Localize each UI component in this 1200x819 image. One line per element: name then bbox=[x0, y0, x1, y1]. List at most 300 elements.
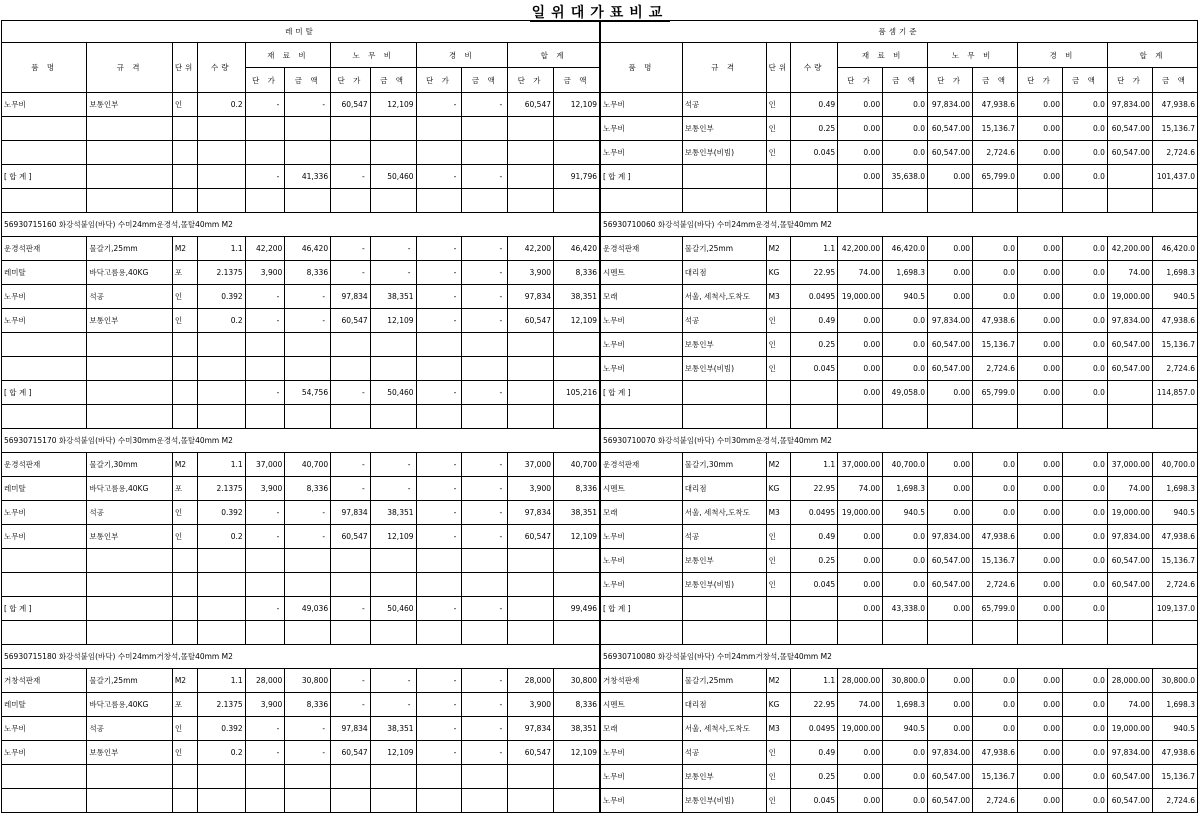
table-cell bbox=[928, 621, 973, 645]
table-cell bbox=[791, 405, 838, 429]
table-cell: 물갈기,25mm bbox=[682, 237, 766, 261]
section-code-title: 56930710080 화강석붙임(바닥) 수미24mm거창석,몰탈40mm M2 bbox=[601, 645, 1198, 669]
table-cell: 3,900 bbox=[245, 261, 285, 285]
col-labor: 노 무 비 bbox=[331, 43, 416, 68]
table-cell bbox=[331, 621, 371, 645]
table-cell: 0.00 bbox=[1018, 765, 1063, 789]
table-cell bbox=[197, 621, 245, 645]
table-cell bbox=[285, 789, 331, 813]
table-cell: 0.00 bbox=[838, 765, 883, 789]
table-cell: 0.0495 bbox=[791, 501, 838, 525]
table-cell: 0.25 bbox=[791, 117, 838, 141]
table-cell bbox=[554, 549, 600, 573]
table-cell: - bbox=[331, 237, 371, 261]
table-cell: 0.00 bbox=[928, 285, 973, 309]
table-cell: - bbox=[331, 381, 371, 405]
table-cell bbox=[838, 189, 883, 213]
table-cell bbox=[245, 789, 285, 813]
table-cell bbox=[1152, 405, 1197, 429]
table-cell: 서울, 세척사,도착도 bbox=[682, 717, 766, 741]
table-cell bbox=[87, 789, 172, 813]
table-cell: 0.00 bbox=[1018, 309, 1063, 333]
table-cell bbox=[172, 357, 197, 381]
table-cell bbox=[1107, 165, 1152, 189]
table-cell bbox=[554, 405, 600, 429]
table-cell: 15,136.7 bbox=[973, 549, 1018, 573]
table-cell: 0.0 bbox=[1062, 93, 1107, 117]
table-cell: 46,420 bbox=[554, 237, 600, 261]
table-cell: - bbox=[416, 597, 462, 621]
table-cell: 940.5 bbox=[883, 501, 928, 525]
table-row bbox=[2, 309, 600, 333]
table-cell bbox=[331, 117, 371, 141]
table-cell: M2 bbox=[172, 669, 197, 693]
table-cell: 0.00 bbox=[1018, 141, 1063, 165]
table-cell: 60,547.00 bbox=[928, 549, 973, 573]
table-cell: 54,756 bbox=[285, 381, 331, 405]
table-cell: 65,799.0 bbox=[973, 165, 1018, 189]
table-cell: 0.00 bbox=[838, 117, 883, 141]
table-cell: 노무비 bbox=[2, 309, 87, 333]
table-cell: 19,000.00 bbox=[1107, 717, 1152, 741]
table-cell bbox=[1062, 405, 1107, 429]
table-cell bbox=[766, 597, 791, 621]
table-cell: 0.0 bbox=[883, 309, 928, 333]
table-cell: 석공 bbox=[682, 309, 766, 333]
table-cell: 60,547 bbox=[508, 741, 554, 765]
table-row bbox=[601, 741, 1198, 765]
table-cell: 인 bbox=[766, 741, 791, 765]
table-cell bbox=[2, 189, 87, 213]
table-cell bbox=[416, 189, 462, 213]
table-cell bbox=[508, 117, 554, 141]
table-cell bbox=[838, 621, 883, 645]
table-cell: 0.00 bbox=[928, 693, 973, 717]
table-cell bbox=[172, 573, 197, 597]
table-cell: 0.00 bbox=[838, 165, 883, 189]
table-cell: M2 bbox=[172, 237, 197, 261]
table-cell: 60,547.00 bbox=[1107, 141, 1152, 165]
table-cell bbox=[1018, 405, 1063, 429]
table-cell bbox=[462, 141, 508, 165]
table-cell: 8,336 bbox=[554, 477, 600, 501]
table-cell: 노무비 bbox=[601, 573, 683, 597]
table-cell bbox=[285, 333, 331, 357]
table-cell: 12,109 bbox=[554, 525, 600, 549]
left-group-title: 레미탈 bbox=[2, 21, 600, 43]
table-cell bbox=[87, 573, 172, 597]
table-cell bbox=[973, 621, 1018, 645]
table-cell: 0.00 bbox=[928, 669, 973, 693]
table-cell: 38,351 bbox=[370, 717, 416, 741]
table-cell: 0.0 bbox=[1062, 381, 1107, 405]
table-cell: 석공 bbox=[87, 285, 172, 309]
section-header-row bbox=[601, 429, 1198, 453]
table-cell: 석공 bbox=[87, 501, 172, 525]
table-cell: - bbox=[462, 525, 508, 549]
table-cell: - bbox=[416, 165, 462, 189]
table-cell: 8,336 bbox=[554, 261, 600, 285]
table-cell: - bbox=[245, 717, 285, 741]
table-cell bbox=[508, 381, 554, 405]
table-cell bbox=[172, 189, 197, 213]
table-cell bbox=[766, 621, 791, 645]
table-cell: 0.0 bbox=[883, 789, 928, 813]
table-cell: 0.00 bbox=[928, 381, 973, 405]
table-cell: 인 bbox=[172, 309, 197, 333]
left-section-remital bbox=[1, 20, 600, 813]
table-cell bbox=[172, 789, 197, 813]
table-cell: - bbox=[462, 285, 508, 309]
table-cell: 노무비 bbox=[601, 525, 683, 549]
table-row bbox=[2, 117, 600, 141]
table-cell: 0.00 bbox=[1018, 573, 1063, 597]
table-cell: - bbox=[370, 477, 416, 501]
table-cell: 노무비 bbox=[2, 717, 87, 741]
table-cell: 포 bbox=[172, 477, 197, 501]
table-cell: 바닥고름용,40KG bbox=[87, 477, 172, 501]
col-amount: 금 액 bbox=[462, 68, 508, 93]
table-cell: 시멘트 bbox=[601, 477, 683, 501]
right-table bbox=[600, 20, 1198, 813]
table-cell bbox=[285, 117, 331, 141]
table-cell: 49,058.0 bbox=[883, 381, 928, 405]
section-header-row bbox=[601, 213, 1198, 237]
table-cell: 1.1 bbox=[197, 453, 245, 477]
table-cell bbox=[2, 765, 87, 789]
table-cell: 60,547.00 bbox=[1107, 117, 1152, 141]
table-cell: 인 bbox=[172, 501, 197, 525]
table-cell: 모래 bbox=[601, 501, 683, 525]
table-cell bbox=[791, 381, 838, 405]
table-cell bbox=[766, 381, 791, 405]
table-cell: 2.1375 bbox=[197, 693, 245, 717]
table-cell: 0.49 bbox=[791, 93, 838, 117]
table-cell bbox=[370, 765, 416, 789]
table-cell bbox=[462, 789, 508, 813]
table-row bbox=[2, 693, 600, 717]
table-cell bbox=[245, 357, 285, 381]
table-cell bbox=[197, 357, 245, 381]
table-cell: 0.00 bbox=[928, 717, 973, 741]
table-cell bbox=[1107, 189, 1152, 213]
table-cell: 0.0 bbox=[1062, 789, 1107, 813]
table-cell bbox=[416, 357, 462, 381]
table-cell: 0.2 bbox=[197, 525, 245, 549]
table-cell: 3,900 bbox=[508, 261, 554, 285]
col-unit-price: 단 가 bbox=[1018, 68, 1063, 93]
table-row bbox=[601, 237, 1198, 261]
table-cell bbox=[197, 333, 245, 357]
table-cell bbox=[285, 189, 331, 213]
table-row bbox=[601, 357, 1198, 381]
table-cell: 노무비 bbox=[601, 93, 683, 117]
table-cell: 28,000 bbox=[245, 669, 285, 693]
table-cell bbox=[416, 549, 462, 573]
table-cell: 15,136.7 bbox=[1152, 333, 1197, 357]
table-cell: 0.0 bbox=[883, 765, 928, 789]
table-cell: 0.2 bbox=[197, 741, 245, 765]
table-cell: 109,137.0 bbox=[1152, 597, 1197, 621]
table-cell bbox=[682, 381, 766, 405]
table-cell: 42,200 bbox=[245, 237, 285, 261]
table-cell bbox=[462, 621, 508, 645]
table-cell: 60,547 bbox=[331, 741, 371, 765]
table-cell: 대리점 bbox=[682, 261, 766, 285]
table-cell: 38,351 bbox=[554, 501, 600, 525]
table-cell bbox=[508, 189, 554, 213]
table-cell bbox=[2, 117, 87, 141]
table-cell: 74.00 bbox=[838, 261, 883, 285]
table-cell: 0.2 bbox=[197, 309, 245, 333]
table-cell bbox=[508, 621, 554, 645]
section-code-title: 56930715180 화강석붙임(바닥) 수미24mm거창석,몰탈40mm M2 bbox=[2, 645, 600, 669]
table-row bbox=[2, 141, 600, 165]
table-cell: 15,136.7 bbox=[973, 333, 1018, 357]
table-cell: 노무비 bbox=[601, 333, 683, 357]
table-cell bbox=[87, 549, 172, 573]
col-material: 재 료 비 bbox=[245, 43, 330, 68]
table-cell: - bbox=[331, 453, 371, 477]
table-cell bbox=[331, 333, 371, 357]
table-cell: 0.0 bbox=[973, 237, 1018, 261]
table-cell: 0.00 bbox=[1018, 357, 1063, 381]
table-cell: 0.0 bbox=[1062, 141, 1107, 165]
table-row bbox=[2, 549, 600, 573]
page-title: 일위대가표비교 bbox=[531, 5, 669, 21]
section-header-row bbox=[2, 429, 600, 453]
table-cell bbox=[172, 765, 197, 789]
table-cell: 0.0 bbox=[1062, 717, 1107, 741]
table-cell: - bbox=[416, 453, 462, 477]
table-cell bbox=[87, 621, 172, 645]
table-cell: - bbox=[462, 597, 508, 621]
table-cell bbox=[1107, 381, 1152, 405]
table-cell: 인 bbox=[766, 765, 791, 789]
table-cell: 인 bbox=[766, 93, 791, 117]
table-cell: - bbox=[331, 597, 371, 621]
table-cell: 97,834 bbox=[508, 501, 554, 525]
table-cell bbox=[416, 141, 462, 165]
table-cell: 1,698.3 bbox=[883, 261, 928, 285]
table-cell: 0.00 bbox=[928, 237, 973, 261]
table-cell: 12,109 bbox=[370, 525, 416, 549]
table-cell: 운경석판재 bbox=[601, 453, 683, 477]
table-cell: 0.0 bbox=[973, 717, 1018, 741]
table-cell: 19,000.00 bbox=[838, 285, 883, 309]
table-cell: 105,216 bbox=[554, 381, 600, 405]
table-cell bbox=[2, 621, 87, 645]
table-cell: 물갈기,25mm bbox=[682, 669, 766, 693]
col-amount: 금 액 bbox=[1152, 68, 1197, 93]
table-cell: 0.0 bbox=[1062, 741, 1107, 765]
table-cell: 0.00 bbox=[928, 597, 973, 621]
table-cell: 99,496 bbox=[554, 597, 600, 621]
table-cell: - bbox=[331, 261, 371, 285]
table-cell: 74.00 bbox=[1107, 261, 1152, 285]
table-cell: - bbox=[462, 669, 508, 693]
table-cell bbox=[197, 549, 245, 573]
col-unit-price: 단 가 bbox=[416, 68, 462, 93]
table-cell: 운경석판재 bbox=[2, 453, 87, 477]
table-cell: - bbox=[331, 669, 371, 693]
table-cell: 보통인부 bbox=[682, 549, 766, 573]
table-cell bbox=[416, 789, 462, 813]
table-cell bbox=[87, 405, 172, 429]
table-cell: - bbox=[331, 693, 371, 717]
table-cell: 40,700.0 bbox=[1152, 453, 1197, 477]
table-cell: - bbox=[462, 381, 508, 405]
table-cell bbox=[791, 621, 838, 645]
table-cell: 940.5 bbox=[883, 717, 928, 741]
table-cell: 0.0495 bbox=[791, 285, 838, 309]
table-cell: 0.00 bbox=[1018, 669, 1063, 693]
table-cell: 0.00 bbox=[1018, 501, 1063, 525]
table-cell bbox=[462, 405, 508, 429]
table-cell: - bbox=[462, 261, 508, 285]
table-cell: 60,547.00 bbox=[928, 765, 973, 789]
table-cell bbox=[554, 117, 600, 141]
table-cell: 60,547.00 bbox=[1107, 333, 1152, 357]
table-cell bbox=[462, 573, 508, 597]
table-cell: 3,900 bbox=[508, 477, 554, 501]
table-cell bbox=[601, 621, 683, 645]
table-cell: 91,796 bbox=[554, 165, 600, 189]
table-cell: 65,799.0 bbox=[973, 597, 1018, 621]
table-row bbox=[2, 189, 600, 213]
table-cell: 보통인부 bbox=[87, 741, 172, 765]
table-cell: 0.49 bbox=[791, 741, 838, 765]
table-cell: 8,336 bbox=[285, 477, 331, 501]
table-cell: 12,109 bbox=[554, 93, 600, 117]
table-cell: 0.0 bbox=[883, 117, 928, 141]
table-cell: 46,420 bbox=[285, 237, 331, 261]
table-cell: M2 bbox=[766, 453, 791, 477]
col-unit: 단위 bbox=[766, 43, 791, 93]
table-row bbox=[2, 741, 600, 765]
table-row bbox=[601, 789, 1198, 813]
table-cell bbox=[331, 765, 371, 789]
table-cell: 12,109 bbox=[554, 741, 600, 765]
table-cell bbox=[416, 333, 462, 357]
table-cell: 15,136.7 bbox=[973, 765, 1018, 789]
table-cell: 0.00 bbox=[1018, 117, 1063, 141]
table-cell: - bbox=[245, 381, 285, 405]
table-cell: 1.1 bbox=[791, 237, 838, 261]
table-cell: 74.00 bbox=[838, 477, 883, 501]
table-cell: - bbox=[285, 741, 331, 765]
table-cell: 0.0 bbox=[1062, 573, 1107, 597]
table-cell: 노무비 bbox=[601, 117, 683, 141]
table-cell: M3 bbox=[766, 717, 791, 741]
table-cell bbox=[508, 405, 554, 429]
table-cell: 97,834.00 bbox=[1107, 525, 1152, 549]
table-cell: 2,724.6 bbox=[1152, 573, 1197, 597]
table-cell: - bbox=[462, 477, 508, 501]
table-cell bbox=[554, 765, 600, 789]
table-cell: 석공 bbox=[682, 525, 766, 549]
table-cell: 97,834 bbox=[508, 285, 554, 309]
table-cell bbox=[285, 357, 331, 381]
table-cell bbox=[331, 189, 371, 213]
table-cell: 0.0 bbox=[883, 333, 928, 357]
table-row bbox=[2, 597, 600, 621]
table-cell bbox=[331, 141, 371, 165]
table-cell: 레미탈 bbox=[2, 261, 87, 285]
table-cell: KG bbox=[766, 693, 791, 717]
table-cell: - bbox=[416, 741, 462, 765]
table-cell: 보통인부(비빔) bbox=[682, 789, 766, 813]
table-cell: 0.00 bbox=[838, 549, 883, 573]
table-cell: 60,547.00 bbox=[1107, 789, 1152, 813]
table-cell: 2,724.6 bbox=[973, 141, 1018, 165]
table-cell bbox=[197, 405, 245, 429]
table-cell: - bbox=[416, 717, 462, 741]
table-cell: 30,800.0 bbox=[883, 669, 928, 693]
table-cell: 28,000.00 bbox=[838, 669, 883, 693]
table-cell: 0.0495 bbox=[791, 717, 838, 741]
table-row bbox=[2, 357, 600, 381]
table-cell: 60,547.00 bbox=[928, 141, 973, 165]
table-cell: 0.0 bbox=[1062, 261, 1107, 285]
table-cell: 60,547 bbox=[508, 93, 554, 117]
table-row bbox=[2, 381, 600, 405]
table-cell: 42,200.00 bbox=[838, 237, 883, 261]
table-cell bbox=[331, 573, 371, 597]
table-cell: 15,136.7 bbox=[1152, 765, 1197, 789]
table-cell: 인 bbox=[172, 741, 197, 765]
table-cell bbox=[2, 573, 87, 597]
table-cell: 0.0 bbox=[1062, 285, 1107, 309]
table-cell bbox=[285, 621, 331, 645]
table-cell bbox=[87, 117, 172, 141]
col-unit-price: 단 가 bbox=[331, 68, 371, 93]
table-cell: 47,938.6 bbox=[973, 525, 1018, 549]
table-cell bbox=[791, 165, 838, 189]
table-cell: 인 bbox=[766, 117, 791, 141]
table-cell: 47,938.6 bbox=[973, 741, 1018, 765]
table-cell: - bbox=[331, 165, 371, 189]
table-cell: 거창석판재 bbox=[601, 669, 683, 693]
table-cell: - bbox=[370, 237, 416, 261]
table-cell bbox=[87, 765, 172, 789]
section-code-title: 56930710060 화강석붙임(바닥) 수미24mm운경석,몰탈40mm M2 bbox=[601, 213, 1198, 237]
table-cell: 보통인부 bbox=[682, 765, 766, 789]
table-row bbox=[2, 237, 600, 261]
table-cell bbox=[87, 141, 172, 165]
table-cell: 인 bbox=[172, 717, 197, 741]
table-cell: 97,834.00 bbox=[928, 525, 973, 549]
table-cell bbox=[285, 405, 331, 429]
table-cell: - bbox=[245, 525, 285, 549]
table-row bbox=[601, 381, 1198, 405]
table-cell: - bbox=[416, 669, 462, 693]
table-cell: M3 bbox=[766, 501, 791, 525]
table-cell bbox=[197, 573, 245, 597]
table-cell: 보통인부(비빔) bbox=[682, 357, 766, 381]
table-cell: 1,698.3 bbox=[1152, 693, 1197, 717]
table-cell: 97,834.00 bbox=[928, 741, 973, 765]
table-cell: 30,800 bbox=[554, 669, 600, 693]
table-cell: [ 합 계 ] bbox=[601, 597, 683, 621]
table-cell: 노무비 bbox=[2, 285, 87, 309]
table-cell: 노무비 bbox=[2, 525, 87, 549]
table-cell: 50,460 bbox=[370, 597, 416, 621]
table-cell: - bbox=[462, 741, 508, 765]
col-amount: 금 액 bbox=[554, 68, 600, 93]
table-cell: 포 bbox=[172, 261, 197, 285]
table-cell: 보통인부(비빔) bbox=[682, 573, 766, 597]
